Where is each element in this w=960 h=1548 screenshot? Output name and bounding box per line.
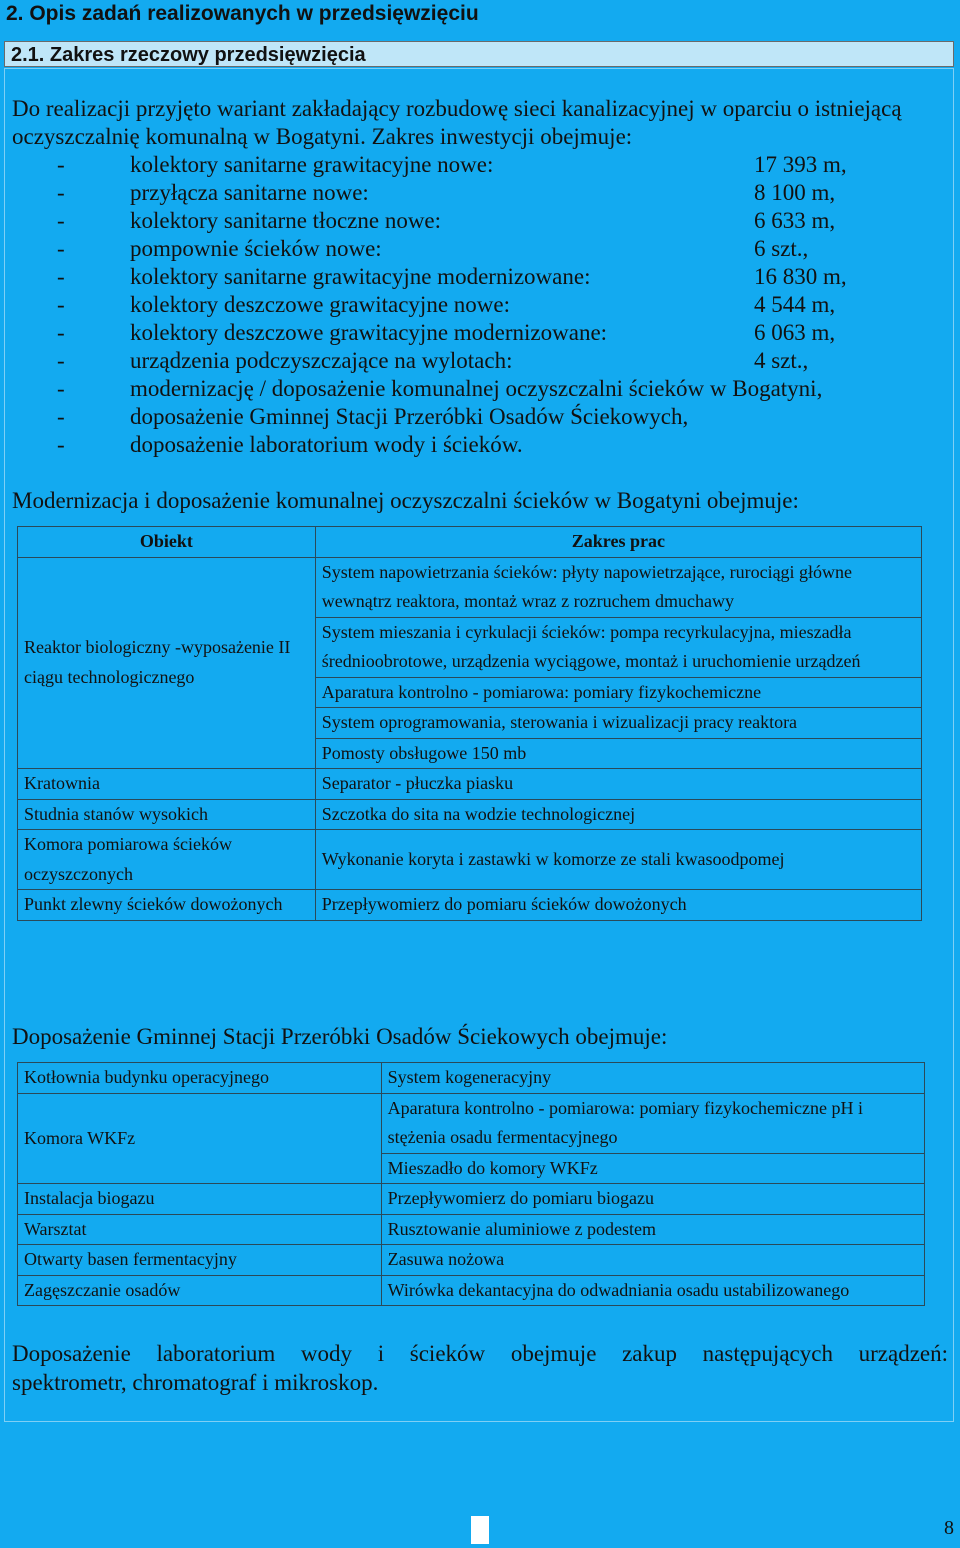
table-cell: System oprogramowania, sterowania i wizualizacji pracy reaktora <box>315 708 921 739</box>
list-item: - przyłącza sanitarne nowe: 8 100 m, <box>57 180 836 205</box>
lab-line-1: Doposażenie laboratorium wody i ścieków obejmuje zakup następujących urządzeń: <box>12 1341 948 1366</box>
table-cell: System kogeneracyjny <box>381 1063 924 1094</box>
table-cell: Instalacja biogazu <box>18 1184 382 1215</box>
table-cell: Studnia stanów wysokich <box>18 799 316 830</box>
table2-title: Doposażenie Gminnej Stacji Przeróbki Osadów Ściekowych obejmuje: <box>12 1024 668 1049</box>
table-cell: Aparatura kontrolno - pomiarowa: pomiary fizykochemiczne pH i stężenia osadu fermentacyjnego <box>381 1093 924 1153</box>
header-scope: Zakres prac <box>315 527 921 558</box>
wwtp-table <box>17 526 922 921</box>
list-item: - doposażenie laboratorium wody i ścieków. <box>57 432 523 457</box>
page-marker <box>471 1516 489 1544</box>
header-object: Obiekt <box>18 527 316 558</box>
table-cell: Kotłownia budynku operacyjnego <box>18 1063 382 1094</box>
table-cell: Pomosty obsługowe 150 mb <box>315 738 921 769</box>
list-item: - modernizację / doposażenie komunalnej oczyszczalni ścieków w Bogatyni, <box>57 376 823 401</box>
list-item: - kolektory sanitarne tłoczne nowe: 6 633 m, <box>57 208 836 233</box>
list-item: - urządzenia podczyszczające na wylotach: 4 szt., <box>57 348 809 373</box>
list-item: - doposażenie Gminnej Stacji Przeróbki Osadów Ściekowych, <box>57 404 689 429</box>
list-item: - kolektory deszczowe grawitacyjne modernizowane: 6 063 m, <box>57 320 836 345</box>
sludge-table <box>17 1062 925 1306</box>
table-cell: Komora pomiarowa ścieków oczyszczonych <box>18 830 316 890</box>
table-cell: Separator - płuczka piasku <box>315 769 921 800</box>
table-row <box>18 557 922 617</box>
table-cell: Punkt zlewny ścieków dowożonych <box>18 890 316 921</box>
table-row <box>18 1214 925 1245</box>
table1-title: Modernizacja i doposażenie komunalnej oczyszczalni ścieków w Bogatyni obejmuje: <box>12 488 799 513</box>
list-item: - pompownie ścieków nowe: 6 szt., <box>57 236 809 261</box>
list-item: - kolektory sanitarne grawitacyjne modernizowane: 16 830 m, <box>57 264 847 289</box>
table-row <box>18 799 922 830</box>
lab-paragraph <box>12 1339 948 1397</box>
table-cell: Rusztowanie aluminiowe z podestem <box>381 1214 924 1245</box>
table-cell: Przepływomierz do pomiaru ścieków dowożonych <box>315 890 921 921</box>
list-item: - kolektory deszczowe grawitacyjne nowe: 4 544 m, <box>57 292 836 317</box>
table-row <box>18 1275 925 1306</box>
table-cell: Zagęszczanie osadów <box>18 1275 382 1306</box>
table-cell: Mieszadło do komory WKFz <box>381 1153 924 1184</box>
table-cell: System napowietrzania ścieków: płyty napowietrzające, rurociągi główne wewnątrz reaktora, montaż wraz z rozruchem dmuchawy <box>315 557 921 617</box>
table-cell: Wirówka dekantacyjna do odwadniania osadu ustabilizowanego <box>381 1275 924 1306</box>
page-number: 8 <box>944 1517 954 1539</box>
wkfz-object-cell: Komora WKFz <box>18 1093 382 1184</box>
subsection-heading: 2.1. Zakres rzeczowy przedsięwzięcia <box>11 44 366 66</box>
list-item: - kolektory sanitarne grawitacyjne nowe: 17 393 m, <box>57 152 847 177</box>
table-cell: Otwarty basen fermentacyjny <box>18 1245 382 1276</box>
table-cell: System mieszania i cyrkulacji ścieków: pompa recyrkulacyjna, mieszadła średnioobrotowe, urządzenia wyciągowe, montaż i uruchomienie urządzeń <box>315 617 921 677</box>
table-cell: Zasuwa nożowa <box>381 1245 924 1276</box>
section-heading: 2. Opis zadań realizowanych w przedsięwzięciu <box>6 2 479 25</box>
subsection-heading-box <box>4 41 954 67</box>
table-cell: Przepływomierz do pomiaru biogazu <box>381 1184 924 1215</box>
table-cell: Szczotka do sita na wodzie technologicznej <box>315 799 921 830</box>
table-cell: Warsztat <box>18 1214 382 1245</box>
reactor-object-cell: Reaktor biologiczny -wyposażenie II ciągu technologicznego <box>18 557 316 769</box>
table-row <box>18 1245 925 1276</box>
table-row <box>18 1093 925 1153</box>
table-cell: Wykonanie koryta i zastawki w komorze ze stali kwasoodpomej <box>315 830 921 890</box>
table-row <box>18 1184 925 1215</box>
table-row <box>18 890 922 921</box>
table-row <box>18 1063 925 1094</box>
lab-line-2: spektrometr, chromatograf i mikroskop. <box>12 1370 379 1395</box>
intro-paragraph: Do realizacji przyjęto wariant zakładający rozbudowę sieci kanalizacyjnej w oparciu o istniejącą oczyszczalnię komunalną w Bogatyni. Zakres inwestycji obejmuje: <box>12 96 902 149</box>
table-cell: Kratownia <box>18 769 316 800</box>
table-row <box>18 830 922 890</box>
table-row <box>18 769 922 800</box>
table-cell: Aparatura kontrolno - pomiarowa: pomiary fizykochemiczne <box>315 677 921 708</box>
table-row <box>18 527 922 558</box>
